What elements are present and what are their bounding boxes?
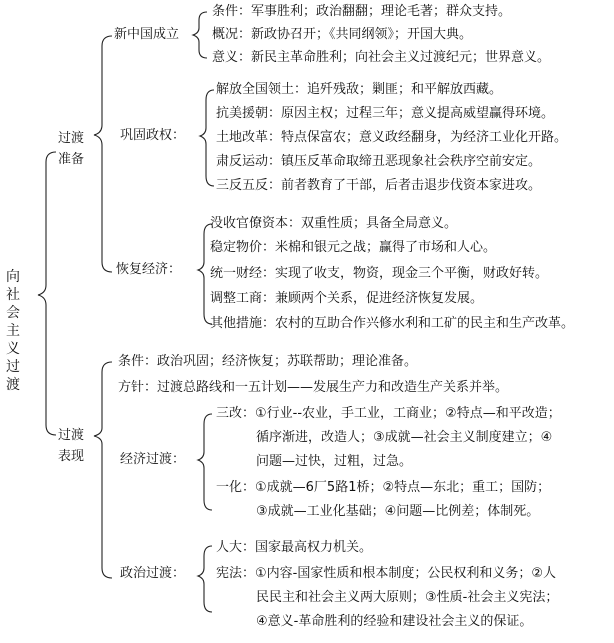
- perf-label-2: 表现: [58, 449, 85, 464]
- recovery-item: 统一财经：实现了收支，物资，现金三个平衡，财政好转。: [210, 266, 549, 281]
- consolidate-item: 肃反运动：镇压反革命取缔丑恶现象社会秩序空前安定。: [216, 154, 542, 169]
- new-china-item: 意义：新民主革命胜利；向社会主义过渡纪元；世界意义。: [212, 50, 551, 65]
- consolidate-label: 巩固政权：: [120, 128, 186, 143]
- recovery-item: 调整工商：兼顾两个关系，促进经济恢复发展。: [210, 291, 484, 306]
- policy-text: 方针：过渡总路线和一五计划——发展生产力和改造生产关系并举。: [118, 380, 509, 395]
- economic-item: 问题—过快，过粗，过急。: [256, 454, 413, 469]
- recovery-label: 恢复经济：: [116, 262, 182, 277]
- economic-item: 循序渐进，改造人；③成就—社会主义制度建立；④: [256, 430, 553, 445]
- political-item: ④意义-革命胜利的经验和建设社会主义的保证。: [256, 614, 533, 629]
- recovery-item: 没收官僚资本：双重性质；具备全局意义。: [210, 216, 458, 231]
- condition-text: 条件：政治巩固；经济恢复；苏联帮助；理论准备。: [118, 354, 418, 369]
- economic-item: 三改：①行业--农业，手工业，工商业；②特点—和平改造；: [216, 406, 561, 421]
- consolidate-item: 解放全国领土：追歼残敌；剿匪；和平解放西藏。: [216, 82, 503, 97]
- perf-bracket: [94, 362, 112, 578]
- consolidate-item: 抗美援朝：原因主权；过程三年；意义提高威望赢得环境。: [216, 106, 555, 121]
- new-china-bracket: [193, 12, 207, 58]
- political-item: 民民主和社会主义两大原则；③性质-社会主义宪法；: [256, 590, 559, 605]
- root-label: 向社会主义过渡: [6, 269, 20, 393]
- consolidate-item: 三反五反：前者教育了干部，后者击退步伐资本家进攻。: [216, 178, 542, 193]
- new-china-label: 新中国成立: [114, 27, 180, 42]
- prep-label-1: 过渡: [58, 131, 85, 146]
- political-item: 宪法：①内容-国家性质和根本制度；公民权利和义务；②人: [216, 566, 556, 581]
- root-bracket: [38, 152, 56, 435]
- political-label: 政治过渡：: [120, 566, 186, 581]
- political-item: 人大：国家最高权力机关。: [216, 540, 373, 555]
- consolidate-item: 土地改革：特点保富农；意义政经翻身，为经济工业化开路。: [216, 130, 568, 145]
- economic-item: 一化：①成就—6厂5路1桥；②特点—东北；重工；国防；: [216, 480, 551, 495]
- perf-label-1: 过渡: [58, 428, 85, 443]
- recovery-item: 其他措施：农村的互助合作兴修水利和工矿的民主和生产改革。: [210, 316, 575, 331]
- recovery-item: 稳定物价：米棉和银元之战；赢得了市场和人心。: [210, 240, 497, 255]
- consolidate-bracket: [200, 90, 214, 186]
- prep-label-2: 准备: [58, 152, 85, 167]
- economic-item: ③成就—工业化基础；④问题—比例差；体制死。: [256, 504, 540, 519]
- new-china-item: 概况：新政协召开；《共同纲领》；开国大典。: [212, 27, 473, 42]
- prep-bracket: [94, 36, 112, 272]
- new-china-item: 条件：军事胜利；政治翻翻；理论毛著；群众支持。: [212, 4, 512, 19]
- political-bracket: [198, 546, 212, 612]
- economic-bracket: [198, 414, 212, 510]
- economic-label: 经济过渡：: [120, 452, 186, 467]
